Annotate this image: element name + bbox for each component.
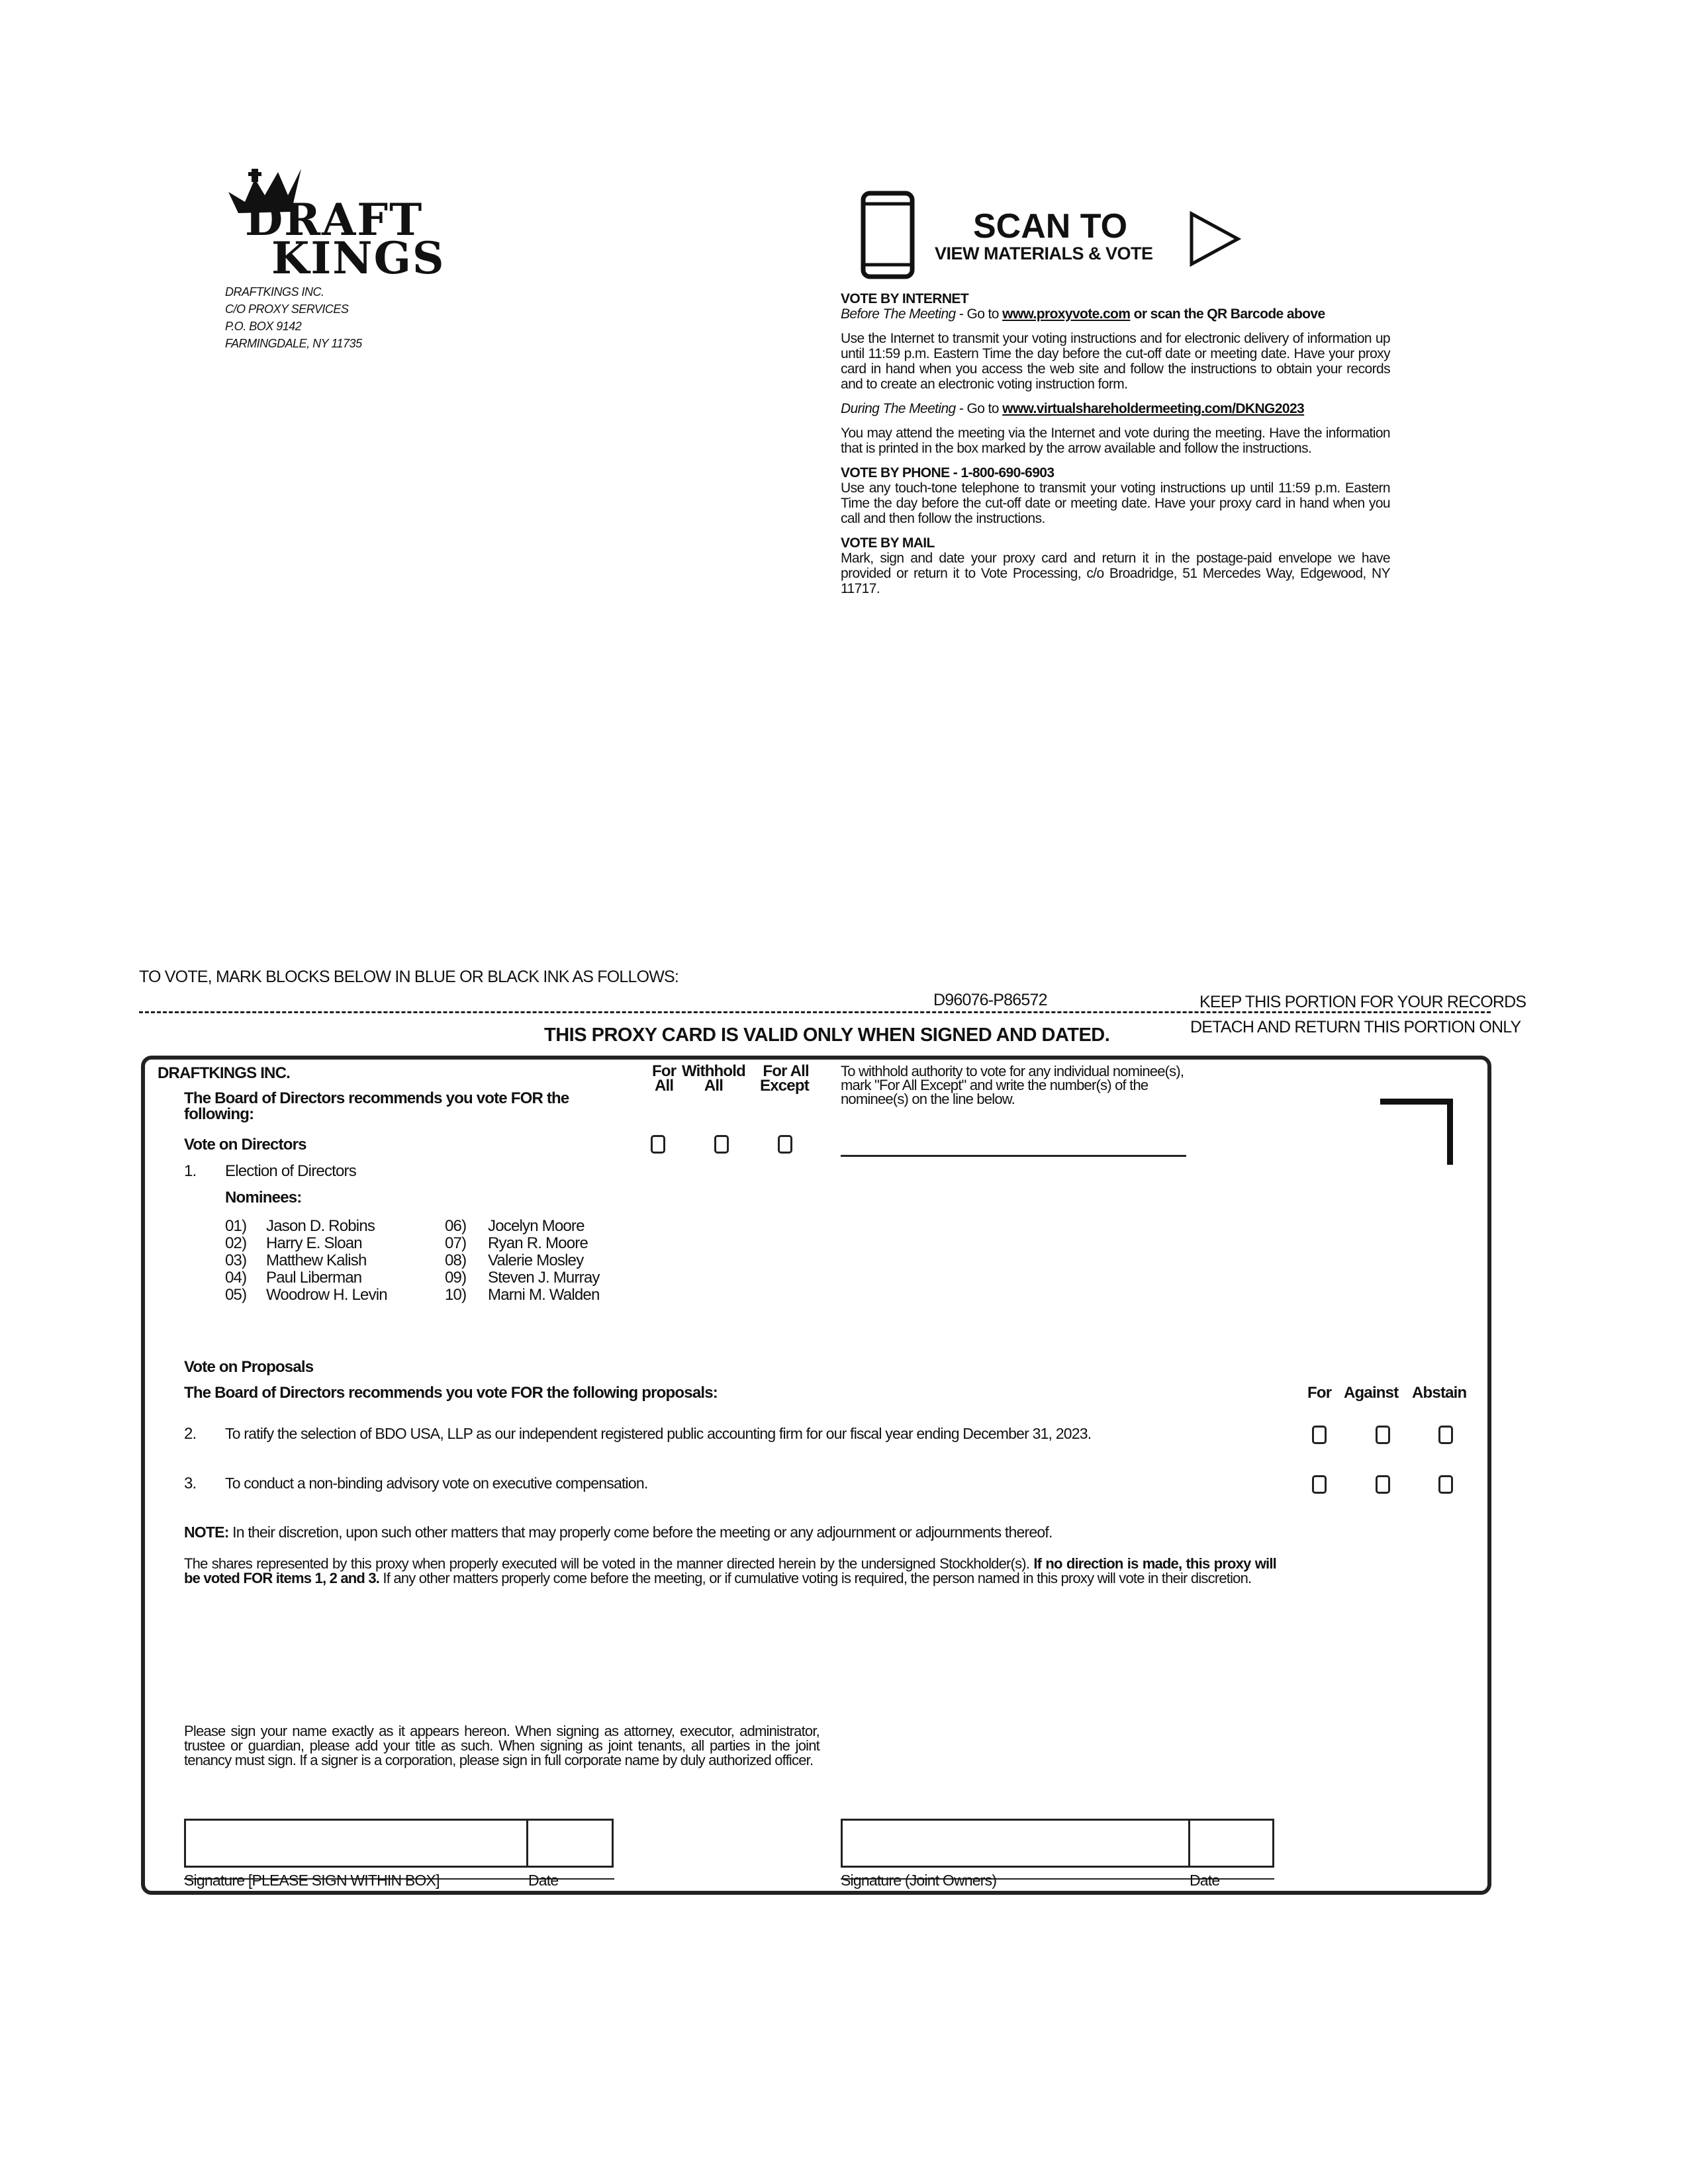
keep-portion-label: KEEP THIS PORTION FOR YOUR RECORDS	[1199, 993, 1526, 1011]
signing-instructions: Please sign your name exactly as it appears hereon. When signing as attorney, executor, administrator, trustee or guardian, please add your title as such. When signing as joint tenants, all parties in the joint tenancy must sign. If a signer is a corporation, please sign in full corporate name by duly authorized officer.	[184, 1723, 820, 1768]
valid-notice: THIS PROXY CARD IS VALID ONLY WHEN SIGNED AND DATED.	[544, 1024, 1110, 1046]
proposal-2-against-checkbox[interactable]	[1376, 1426, 1390, 1444]
text: The shares represented by this proxy when properly executed will be voted in the manner directed herein by the undersigned Stockholder(s).	[184, 1555, 1034, 1572]
signature-box[interactable]	[184, 1819, 528, 1868]
prop-col-against: Against	[1344, 1384, 1399, 1402]
corner-mark	[1380, 1099, 1453, 1165]
vote-on-directors: Vote on Directors	[184, 1136, 306, 1154]
return-address	[225, 283, 362, 352]
ink-instructions: TO VOTE, MARK BLOCKS BELOW IN BLUE OR BLACK INK AS FOLLOWS:	[139, 968, 679, 986]
mail-body: Mark, sign and date your proxy card and return it in the postage-paid envelope we have provided or return it to Vote Processing, c/o Broadridge, 51 Mercedes Way, Edgewood, NY 11717.	[841, 551, 1390, 596]
hdr: All	[654, 1077, 674, 1095]
draftkings-logo	[225, 165, 445, 285]
hdr: Withhold	[682, 1062, 746, 1080]
address-line: P.O. BOX 9142	[225, 320, 302, 333]
hdr: All	[704, 1077, 724, 1095]
text: or scan the QR Barcode above	[1130, 306, 1325, 322]
checkbox-withhold-all[interactable]	[714, 1135, 729, 1154]
during-body: You may attend the meeting via the Internet and vote during the meeting. Have the information that is printed in the box marked by the arrow available and follow the instructions.	[841, 426, 1390, 456]
text: - Go to	[955, 401, 1003, 416]
col-for-all-except	[760, 1064, 809, 1093]
before-label: Before The Meeting	[841, 306, 956, 322]
hdr: For All	[763, 1062, 809, 1080]
prop-col-abstain: Abstain	[1412, 1384, 1467, 1402]
withhold-note: To withhold authority to vote for any individual nominee(s), mark "For All Except" and write the number(s) of the nominee(s) on the line below.	[841, 1063, 1184, 1107]
nominee: 04) Paul Liberman	[225, 1269, 362, 1287]
proposal-3-abstain-checkbox[interactable]	[1438, 1475, 1453, 1494]
detach-portion-label: DETACH AND RETURN THIS PORTION ONLY	[1190, 1018, 1521, 1036]
voting-instructions	[841, 291, 1390, 606]
phone-icon	[861, 191, 915, 279]
detach-line	[139, 1011, 1491, 1013]
proposal-3-text: To conduct a non-binding advisory vote on executive compensation.	[225, 1475, 648, 1492]
proposal-2-for-checkbox[interactable]	[1312, 1426, 1327, 1444]
nominees-label: Nominees:	[225, 1189, 302, 1206]
internet-body: Use the Internet to transmit your voting instructions and for electronic delivery of information up until 11:59 p.m. Eastern Time the day before the cut-off date or meeting date. Have your proxy card in hand when you access the web site and follow the instructions to obtain your records and to create an electronic voting instruction form.	[841, 331, 1390, 392]
address-line: C/O PROXY SERVICES	[225, 302, 349, 316]
proposal-3-number: 3.	[184, 1475, 197, 1492]
item-number: 1.	[184, 1162, 197, 1180]
proposal-2-text: To ratify the selection of BDO USA, LLP as our independent registered public accounting firm for our fiscal year ending December 31, 2023.	[225, 1425, 1092, 1442]
nominee: 03) Matthew Kalish	[225, 1251, 367, 1269]
text: If any other matters properly come before the meeting, or if cumulative voting is required, the person named in this proxy will vote in their discretion.	[379, 1570, 1252, 1586]
note-text: In their discretion, upon such other matters that may properly come before the meeting or any adjournment or adjournments thereof.	[228, 1524, 1053, 1541]
hdr: For	[652, 1062, 677, 1080]
joint-signature-label: Signature (Joint Owners)	[841, 1872, 997, 1889]
note	[184, 1524, 1053, 1541]
nominee: 09) Steven J. Murray	[445, 1269, 600, 1287]
except-write-line[interactable]	[841, 1155, 1186, 1157]
checkbox-for-all-except[interactable]	[778, 1135, 792, 1154]
joint-signature-box[interactable]	[841, 1819, 1190, 1868]
hdr: Except	[760, 1077, 809, 1095]
nominees-col-2	[445, 1218, 600, 1304]
board-recommendation: The Board of Directors recommends you vote FOR the following:	[184, 1089, 569, 1123]
date-label: Date	[528, 1872, 559, 1889]
nominee: 02) Harry E. Sloan	[225, 1234, 362, 1252]
prop-col-for: For	[1307, 1384, 1332, 1402]
joint-date-label: Date	[1190, 1872, 1220, 1889]
control-id: D96076-P86572	[933, 991, 1047, 1009]
col-for-all	[652, 1064, 676, 1093]
nominee: 08) Valerie Mosley	[445, 1251, 584, 1269]
checkbox-for-all[interactable]	[651, 1135, 665, 1154]
note-label: NOTE:	[184, 1524, 229, 1541]
address-line: FARMINGDALE, NY 11735	[225, 337, 362, 350]
joint-date-box[interactable]	[1188, 1819, 1274, 1868]
vote-phone-heading: VOTE BY PHONE - 1-800-690-6903	[841, 465, 1055, 480]
shares-paragraph	[184, 1557, 1276, 1586]
company-name: DRAFTKINGS INC.	[158, 1064, 290, 1082]
proposal-2-abstain-checkbox[interactable]	[1438, 1426, 1453, 1444]
proposals-recommendation: The Board of Directors recommends you vote FOR the following proposals:	[184, 1384, 718, 1402]
nominee: 01) Jason D. Robins	[225, 1217, 375, 1235]
logo-line1: DRAFT	[245, 194, 424, 246]
logo-line2: KINGS	[271, 232, 445, 284]
nominee: 10) Marni M. Walden	[445, 1286, 600, 1304]
text: - Go to	[955, 306, 1003, 322]
nominee: 07) Ryan R. Moore	[445, 1234, 588, 1252]
vote-internet-heading: VOTE BY INTERNET	[841, 291, 969, 306]
election-of-directors: Election of Directors	[225, 1162, 356, 1180]
nominee: 05) Woodrow H. Levin	[225, 1286, 387, 1304]
proposal-3-for-checkbox[interactable]	[1312, 1475, 1327, 1494]
vote-on-proposals: Vote on Proposals	[184, 1358, 314, 1376]
scan-subtitle: VIEW MATERIALS & VOTE	[935, 244, 1153, 263]
proposal-2-number: 2.	[184, 1425, 197, 1443]
date-box[interactable]	[526, 1819, 614, 1868]
during-label: During The Meeting	[841, 401, 956, 416]
nominee: 06) Jocelyn Moore	[445, 1217, 585, 1235]
col-withhold-all	[682, 1064, 745, 1093]
signature-label: Signature [PLEASE SIGN WITHIN BOX]	[184, 1872, 440, 1889]
proxyvote-link[interactable]: www.proxyvote.com	[1002, 306, 1131, 322]
text: If no direction is made, this proxy will be voted FOR items 1, 2 and 3.	[184, 1555, 1276, 1586]
proposal-3-against-checkbox[interactable]	[1376, 1475, 1390, 1494]
vote-mail-heading: VOTE BY MAIL	[841, 535, 935, 551]
nominees-col-1	[225, 1218, 387, 1304]
scan-title: SCAN TO	[973, 207, 1128, 246]
virtual-meeting-link[interactable]: www.virtualshareholdermeeting.com/DKNG2023	[1002, 401, 1305, 416]
phone-body: Use any touch-tone telephone to transmit your voting instructions up until 11:59 p.m. Eastern Time the day before the cut-off date or meeting date. Have your proxy card in hand when you call and then follow the instructions.	[841, 480, 1390, 526]
address-line: DRAFTKINGS INC.	[225, 285, 324, 298]
arrow-icon	[1188, 210, 1241, 267]
